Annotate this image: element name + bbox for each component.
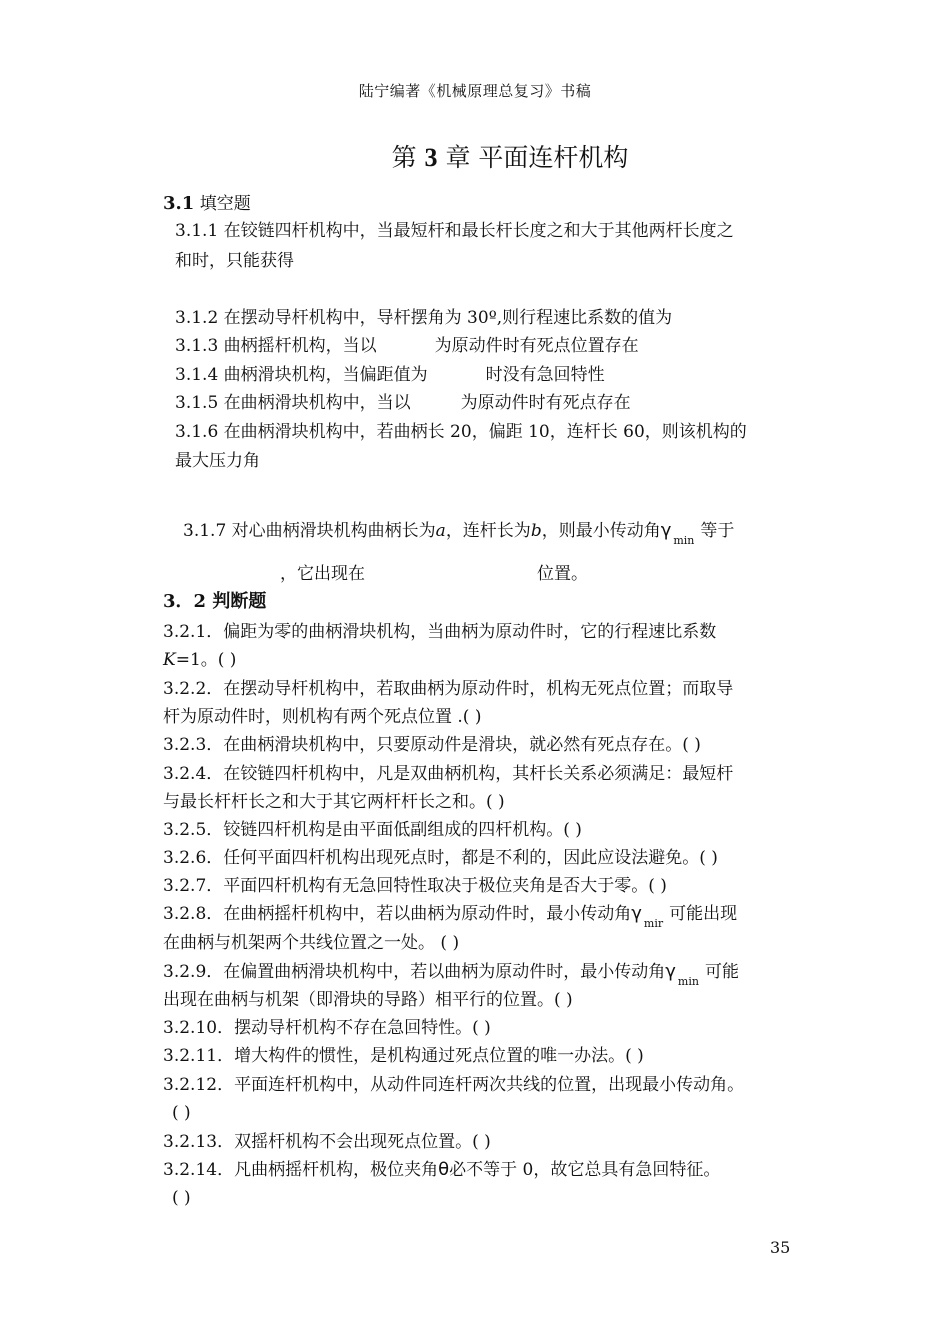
fill-q7-text5: ，它出现在 <box>280 564 365 584</box>
fill-q7-gamma: γ <box>660 520 672 541</box>
judge-1-line2 <box>163 648 236 672</box>
judge-12-line2: ( ) <box>172 1103 191 1123</box>
judge-3: 3.2.3．在曲柄滑块机构中，只要原动件是滑块，就必然有死点存在。( ) <box>163 735 701 755</box>
fill-q7-subscript: min <box>673 534 695 547</box>
judge-8-line2: 在曲柄与机架两个共线位置之一处。 ( ) <box>163 933 460 953</box>
section-judge-heading: 3．2 判断题 <box>163 591 267 612</box>
judge-13: 3.2.13．双摇杆机构不会出现死点位置。( ) <box>163 1132 491 1152</box>
fill-q7-text2: ，连杆长为 <box>445 521 531 541</box>
fill-q1-line1: 3.1.1 在铰链四杆机构中，当最短杆和最长杆长度之和大于其他两杆长度之 <box>175 221 734 241</box>
fill-q7-var-b: b <box>530 521 542 541</box>
fill-q7-var-a: a <box>435 521 446 541</box>
judge-8-subscript: mir <box>643 917 664 930</box>
fill-q4-text2: 时没有急回特性 <box>485 365 605 385</box>
judge-11: 3.2.11．增大构件的惯性，是机构通过死点位置的唯一办法。( ) <box>163 1046 644 1066</box>
fill-q7-text4: 等于 <box>700 521 735 541</box>
fill-q4 <box>175 363 605 387</box>
judge-9-gamma: γ <box>665 961 676 982</box>
fill-q7-line2 <box>280 562 588 586</box>
judge-9-text1: 3.2.9．在偏置曲柄滑块机构中，若以曲柄为原动件时，最小传动角 <box>163 962 666 982</box>
judge-4-line2: 与最长杆杆长之和大于其它两杆杆长之和。( ) <box>163 792 505 812</box>
fill-q7-line1 <box>183 519 734 545</box>
judge-9-subscript: min <box>677 975 699 988</box>
running-header: 陆宁编著《机械原理总复习》书稿 <box>358 82 592 100</box>
judge-14-theta: θ <box>438 1159 450 1180</box>
judge-10: 3.2.10．摆动导杆机构不存在急回特性。( ) <box>163 1018 491 1038</box>
chapter-number: 3 <box>424 143 438 172</box>
judge-8-line1 <box>163 902 737 928</box>
fill-q6-line2: 最大压力角 <box>175 451 260 471</box>
judge-1-line1: 3.2.1．偏距为零的曲柄滑块机构，当曲柄为原动件时，它的行程速比系数 <box>163 622 717 642</box>
judge-5: 3.2.5．铰链四杆机构是由平面低副组成的四杆机构。( ) <box>163 820 582 840</box>
judge-14-line2: ( ) <box>172 1188 191 1208</box>
fill-q3-text2: 为原动件时有死点位置存在 <box>434 336 639 356</box>
judge-7: 3.2.7．平面四杆机构有无急回特性取决于极位夹角是否大于零。( ) <box>163 876 667 896</box>
chapter-suffix: 章 平面连杆机构 <box>445 143 629 172</box>
fill-q7-text1: 3.1.7 对心曲柄滑块机构曲柄长为 <box>183 521 436 541</box>
fill-q1-line2: 和时，只能获得 <box>175 251 294 271</box>
judge-12-line1: 3.2.12．平面连杆机构中，从动件同连杆两次共线的位置，出现最小传动角。 <box>163 1075 745 1095</box>
chapter-title <box>0 138 950 174</box>
judge-2-line2: 杆为原动件时，则机构有两个死点位置 .( ) <box>163 707 482 727</box>
judge-9-line2: 出现在曲柄与机架（即滑块的导路）相平行的位置。( ) <box>163 990 573 1010</box>
fill-q6-line1: 3.1.6 在曲柄滑块机构中，若曲柄长 20，偏距 10，连杆长 60，则该机构的 <box>175 422 747 442</box>
page-number: 35 <box>770 1238 791 1257</box>
fill-q5-text2: 为原动件时有死点存在 <box>460 393 631 413</box>
judge-1-text: =1。( ) <box>175 650 237 670</box>
fill-q7-text6: 位置。 <box>537 564 588 584</box>
section-fill-heading <box>163 192 251 216</box>
fill-q4-text1: 3.1.4 曲柄滑块机构，当偏距值为 <box>175 365 428 385</box>
judge-1-k: K <box>163 650 176 670</box>
judge-8-gamma: γ <box>631 903 642 924</box>
judge-14-line1 <box>163 1158 720 1182</box>
fill-q3-text1: 3.1.3 曲柄摇杆机构，当以 <box>175 336 377 356</box>
chapter-prefix: 第 <box>391 143 417 172</box>
fill-q5-text1: 3.1.5 在曲柄滑块机构中，当以 <box>175 393 411 413</box>
judge-2-line1: 3.2.2．在摆动导杆机构中，若取曲柄为原动件时，机构无死点位置；而取导 <box>163 679 734 699</box>
judge-8-text1: 3.2.8．在曲柄摇杆机构中，若以曲柄为原动件时，最小传动角 <box>163 904 632 924</box>
fill-q2: 3.1.2 在摆动导杆机构中，导杆摆角为 30º,则行程速比系数的值为 <box>175 308 673 328</box>
judge-14-text1: 3.2.14．凡曲柄摇杆机构，极位夹角 <box>163 1160 439 1180</box>
fill-q5 <box>175 391 631 415</box>
fill-q3 <box>175 334 639 358</box>
judge-8-text2: 可能出现 <box>669 904 738 924</box>
judge-9-text2: 可能 <box>704 962 739 982</box>
section-fill-title: 填空题 <box>194 194 251 214</box>
judge-14-text2: 必不等于 0，故它总具有急回特征。 <box>449 1160 721 1180</box>
section-fill-number: 3.1 <box>163 193 195 214</box>
fill-q7-text3: ，则最小传动角 <box>541 521 661 541</box>
judge-4-line1: 3.2.4．在铰链四杆机构中，凡是双曲柄机构，其杆长关系必须满足：最短杆 <box>163 764 734 784</box>
judge-6: 3.2.6．任何平面四杆机构出现死点时，都是不利的，因此应设法避免。( ) <box>163 848 718 868</box>
judge-9-line1 <box>163 960 739 986</box>
